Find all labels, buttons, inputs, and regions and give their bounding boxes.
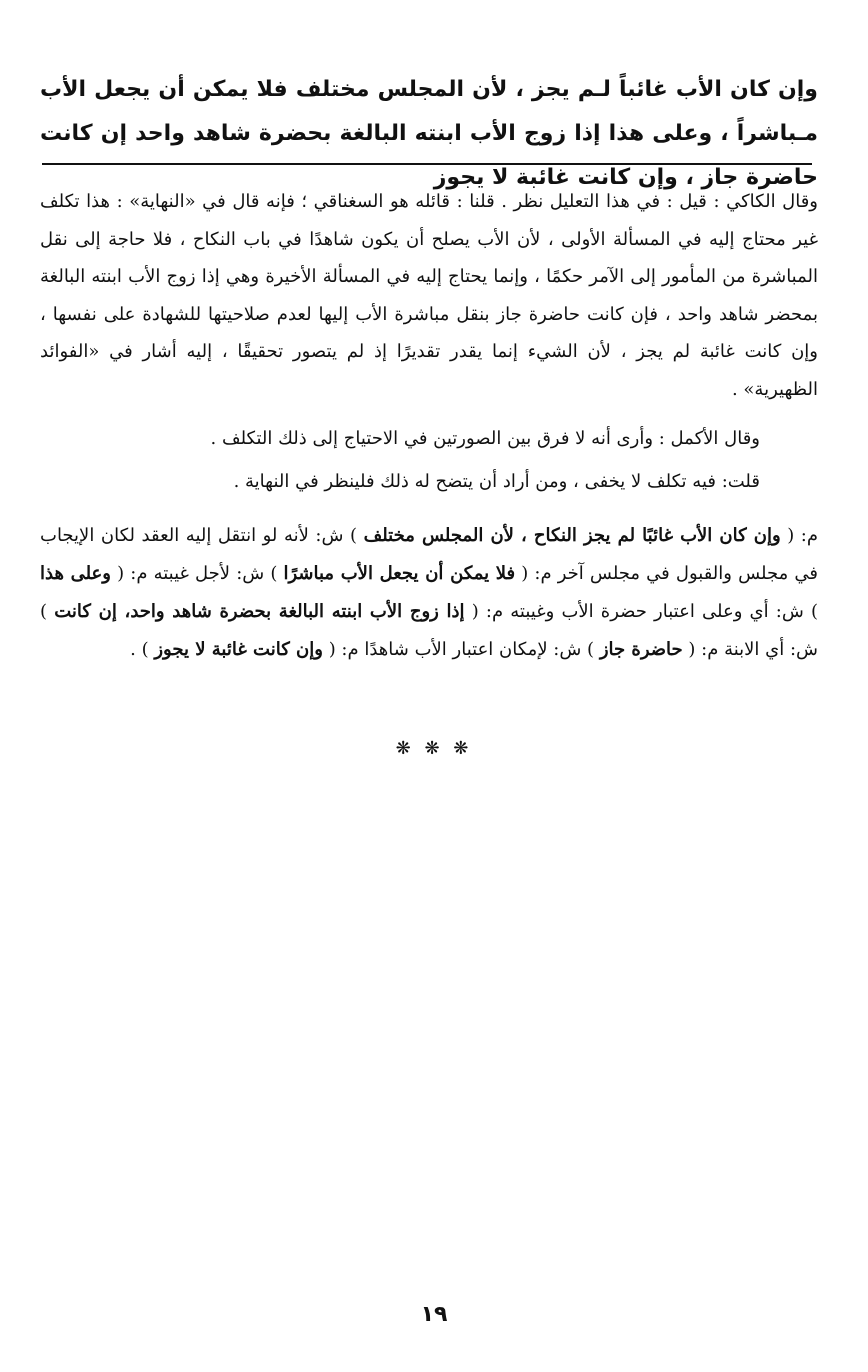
matn-quote: فلا يمكن أن يجعل الأب مباشرًا [283,563,516,584]
commentary-text: ) ش: لأنه لو انتقل إليه العقد لكان الإيجاب في مجلس والقبول في مجلس آخر م: ( [40,525,818,584]
matn-quote: وإن كانت غائبة لا يجوز [154,639,323,660]
commentary-paragraph-matn-sharh [40,517,818,669]
matn-quote: وإن كان الأب غائبًا لم يجز النكاح ، لأن المجلس مختلف [363,525,781,546]
commentary-text: ) ش: أي وعلى اعتبار حضرة الأب وغيبته م: ( [471,601,818,622]
commentary-text: ) ش: لإمكان اعتبار الأب شاهدًا م: ( [328,639,595,660]
commentary-paragraph-akmal: وقال الأكمل : وأرى أنه لا فرق بين الصورتين في الاحتياج إلى ذلك التكلف . [210,428,760,449]
page-number: ١٩ [420,1302,448,1327]
commentary-text: ) ش: أي الابنة م: ( [40,601,818,660]
commentary-section [40,183,818,669]
commentary-paragraph-qultu: قلت: فيه تكلف لا يخفى ، ومن أراد أن يتضح له ذلك فلينظر في النهاية . [233,471,760,492]
matn-quote: وعلى هذا [40,563,111,584]
matn-quote: حاضرة جاز [599,639,683,660]
commentary-paragraph-kaki: وقال الكاكي : قيل : في هذا التعليل نظر . قلنا : قائله هو السغناقي ؛ فإنه قال في «النهاية» : هذا تكلف غير محتاج إليه في المسألة الأولى ، لأن الأب يصلح أن يكون شاهدًا في باب النكاح ، فلا حاجة إلى نقل المباشرة من المأمور إلى الآمر حكمًا ، وإنما يحتاج إليه في المسألة الأخيرة وهي إذا زوج الأب ابنته البالغة بمحضر شاهد واحد ، فإن كانت حاضرة جاز بنقل مباشرة الأب إليها لعدم صلاحيتها للشهادة على نفسها ، وإن كانت غائبة لم يجز ، لأن الشيء إنما يقدر تقديرًا إذ لم يتصور تحقيقًا ، إليه أشار في «الفوائد الظهيرية» . [40,191,818,400]
main-text: وإن كان الأب غائباً لـم يجز ، لأن المجلس مختلف فلا يمكن أن يجعل الأب مـباشراً ، وعلى هذا إذا زوج الأب ابنته البالغة بحضرة شاهد واحد إن كانت حاضرة جاز ، وإن كانت غائبة لا يجوز [40,77,818,190]
section-separator: ❋ ❋ ❋ [395,738,473,759]
matn-quote: إذا زوج الأب ابنته البالغة بحضرة شاهد واحد، إن كانت [54,601,465,622]
footnote-divider [42,163,812,165]
commentary-text: م: ( [787,525,818,546]
commentary-text: ) ش: لأجل غيبته م: ( [117,563,278,584]
commentary-text: ) . [130,639,149,660]
